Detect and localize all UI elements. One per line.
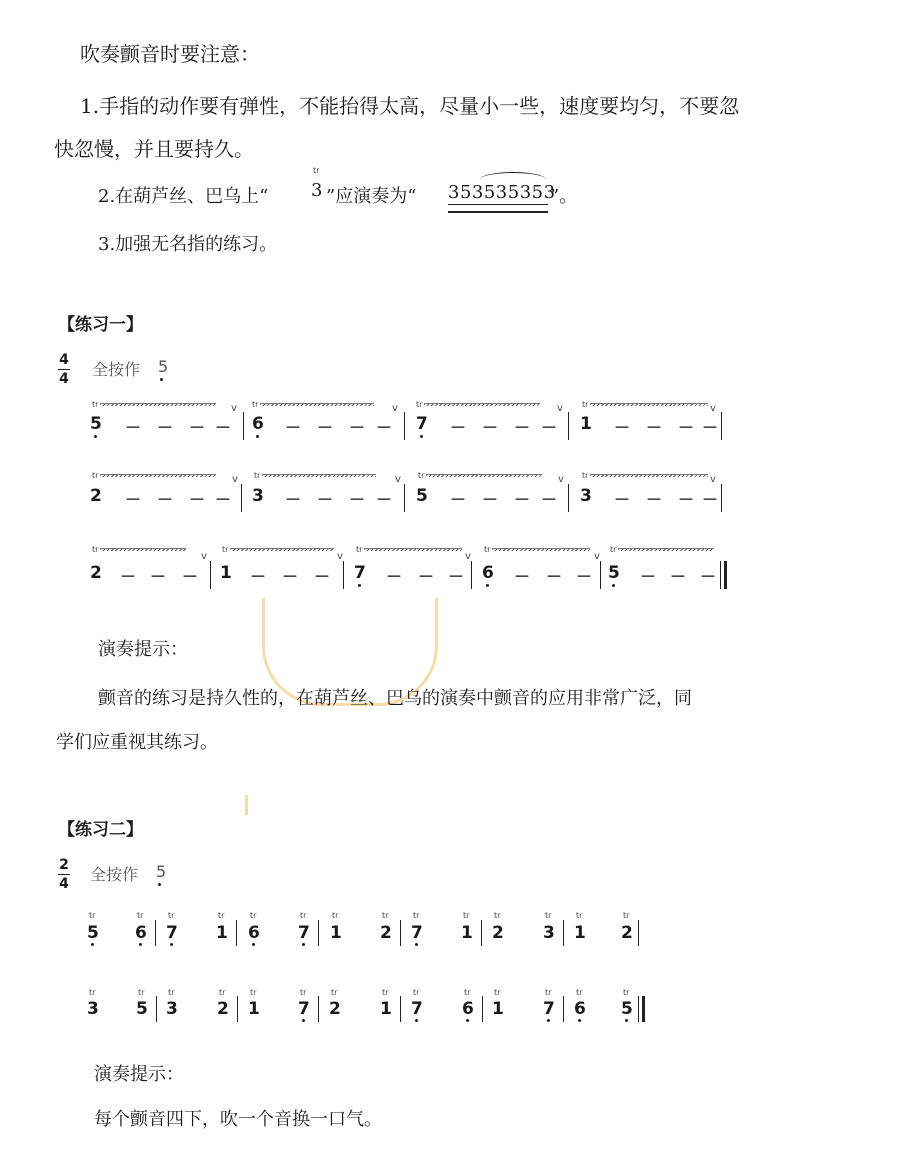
note: 2 [621, 923, 633, 943]
note: 6 [574, 999, 586, 1019]
note: 2 [380, 923, 392, 943]
dash: － [614, 490, 631, 509]
dash: － [215, 490, 232, 509]
note: 6 [462, 999, 474, 1019]
note: 5 [87, 923, 99, 943]
exercise1-tips-title: 演奏提示： [98, 639, 188, 660]
point2-middle: ”应演奏为“ [326, 186, 417, 207]
dash: － [150, 567, 167, 586]
low-octave-dot [486, 584, 489, 587]
low-octave-dot [415, 943, 418, 946]
intro-title: 吹奏颤音时要注意： [80, 42, 260, 66]
breath-mark: v [558, 474, 564, 485]
note: 6 [482, 563, 494, 583]
low-octave-dot [415, 1019, 418, 1022]
note: 3 [580, 486, 592, 506]
low-octave-dot [578, 1019, 581, 1022]
dash: － [514, 567, 531, 586]
low-octave-dot [612, 584, 615, 587]
point2-suffix: ”。 [550, 186, 578, 207]
watermark-ribbon-stroke [245, 795, 248, 815]
low-octave-dot [420, 435, 423, 438]
barline [721, 484, 722, 512]
dash: － [120, 567, 137, 586]
barline [563, 920, 564, 946]
dash: － [250, 567, 267, 586]
trill-mark: tr [138, 988, 145, 997]
dash: － [450, 418, 467, 437]
breath-mark: v [392, 403, 398, 414]
note: 1 [216, 923, 228, 943]
low-octave-dot [256, 435, 259, 438]
exercise2-fingering-note: 5 [156, 862, 167, 881]
trill-mark: tr [545, 911, 552, 920]
dash: － [678, 490, 695, 509]
exercise1-meter-bottom: 4 [59, 371, 69, 387]
trill-mark: tr [250, 988, 257, 997]
dash: － [157, 490, 174, 509]
trill-line: tr [92, 472, 216, 480]
barline [720, 561, 721, 589]
barline [482, 996, 483, 1022]
exercise1-tips-line2: 学们应重视其练习。 [56, 732, 218, 753]
point1-line2: 快忽慢，并且要持久。 [54, 137, 254, 161]
dash: － [125, 490, 142, 509]
barline [721, 412, 722, 440]
trill-mark: tr [332, 911, 339, 920]
dash: － [182, 567, 199, 586]
trill-line: tr [252, 401, 374, 409]
trill-mark: tr [623, 911, 630, 920]
trill-mark: tr [331, 988, 338, 997]
breath-mark: v [337, 551, 343, 562]
barline [404, 484, 405, 512]
breath-mark: v [395, 474, 401, 485]
barline [568, 412, 569, 440]
note: 6 [135, 923, 147, 943]
dash: － [125, 418, 142, 437]
dash: － [376, 418, 393, 437]
trill-mark: tr [545, 988, 552, 997]
trill-line: tr [416, 401, 540, 409]
trill-mark: tr [576, 988, 583, 997]
trill-line: tr [582, 401, 708, 409]
dash: － [314, 567, 331, 586]
point2-prefix: 2.在葫芦丝、巴乌上“ [98, 186, 269, 207]
final-barline [642, 996, 645, 1022]
note: 3 [166, 999, 178, 1019]
note: 2 [492, 923, 504, 943]
low-octave-dot [94, 435, 97, 438]
dash: － [482, 418, 499, 437]
barline [318, 920, 319, 946]
slur-mark [480, 172, 546, 187]
trill-mark: tr [464, 988, 471, 997]
note: 1 [461, 923, 473, 943]
dash: － [349, 490, 366, 509]
note: 1 [574, 923, 586, 943]
exercise2-meter-bottom: 4 [59, 876, 69, 892]
trill-mark: tr [168, 911, 175, 920]
trill-mark: tr [382, 988, 389, 997]
trill-mark: tr [494, 911, 501, 920]
note: 2 [217, 999, 229, 1019]
note: 1 [220, 563, 232, 583]
note: 5 [416, 486, 428, 506]
dash: － [189, 490, 206, 509]
dash: － [640, 567, 657, 586]
note: 1 [492, 999, 504, 1019]
barline [156, 996, 157, 1022]
dash: － [646, 490, 663, 509]
dash: － [514, 418, 531, 437]
point1-line1: 1.手指的动作要有弹性，不能抬得太高，尽量小一些，速度要均匀，不要忽 [80, 94, 740, 118]
dash: － [541, 490, 558, 509]
trill-line: tr [92, 546, 186, 554]
barline [568, 484, 569, 512]
low-octave-dot [158, 883, 161, 886]
low-octave-dot [358, 584, 361, 587]
breath-mark: v [231, 403, 237, 414]
trill-mark: tr [300, 988, 307, 997]
breath-mark: v [710, 403, 716, 414]
note: 3 [252, 486, 264, 506]
trill-line: tr [484, 546, 590, 554]
dash: － [541, 418, 558, 437]
breath-mark: v [557, 403, 563, 414]
dash: － [386, 567, 403, 586]
dash: － [576, 567, 593, 586]
low-octave-dot [252, 943, 255, 946]
dash: － [282, 567, 299, 586]
barline [600, 561, 601, 589]
dash: － [376, 490, 393, 509]
trill-line: tr [222, 546, 334, 554]
trill-mark: tr [413, 988, 420, 997]
breath-mark: v [710, 474, 716, 485]
barline [241, 484, 242, 512]
note: 7 [416, 414, 428, 434]
dash: － [448, 567, 465, 586]
barline [318, 996, 319, 1022]
note: 1 [580, 414, 592, 434]
dash: － [157, 418, 174, 437]
final-barline [724, 561, 727, 589]
barline [155, 920, 156, 946]
meter-line [58, 369, 70, 370]
barline [237, 996, 238, 1022]
low-octave-dot [625, 1019, 628, 1022]
point2-pattern: 353535353 [448, 182, 556, 203]
barline [400, 920, 401, 946]
low-octave-dot [91, 943, 94, 946]
barline [236, 920, 237, 946]
barline [400, 996, 401, 1022]
barline [343, 561, 344, 589]
dash: － [514, 490, 531, 509]
trill-mark: tr [623, 988, 630, 997]
note: 2 [90, 563, 102, 583]
trill-mark: tr [137, 911, 144, 920]
dash: － [317, 490, 334, 509]
trill-mark: tr [89, 988, 96, 997]
breath-mark: v [232, 474, 238, 485]
breath-mark: v [465, 551, 471, 562]
note: 2 [90, 486, 102, 506]
exercise1-fingering-label: 全按作 [92, 360, 141, 379]
low-octave-dot [466, 1019, 469, 1022]
dash: － [189, 418, 206, 437]
dash: － [670, 567, 687, 586]
dash: － [702, 418, 719, 437]
trill-line: tr [582, 472, 708, 480]
trill-mark: tr [494, 988, 501, 997]
trill-line: tr [254, 472, 376, 480]
exercise1-tips-line1: 颤音的练习是持久性的，在葫芦丝、巴乌的演奏中颤音的应用非常广泛，同 [98, 688, 692, 709]
note: 7 [166, 923, 178, 943]
trill-line: tr [610, 546, 714, 554]
exercise1-heading: 【练习一】 [58, 315, 143, 335]
trill-mark: tr [300, 911, 307, 920]
trill-line: tr [356, 546, 462, 554]
trill-mark: tr [576, 911, 583, 920]
note: 7 [411, 923, 423, 943]
trill-mark: tr [413, 911, 420, 920]
note: 1 [380, 999, 392, 1019]
barline [638, 920, 639, 946]
note: 1 [248, 999, 260, 1019]
dash: － [317, 418, 334, 437]
note: 3 [87, 999, 99, 1019]
breath-mark: v [594, 551, 600, 562]
dash: － [285, 490, 302, 509]
low-octave-dot [170, 943, 173, 946]
trill-line: tr [418, 472, 542, 480]
dash: － [700, 567, 717, 586]
low-octave-dot [302, 1019, 305, 1022]
dash: － [450, 490, 467, 509]
note: 6 [252, 414, 264, 434]
dash: － [614, 418, 631, 437]
dash: － [646, 418, 663, 437]
trill-mark: tr [218, 911, 225, 920]
barline [638, 996, 639, 1022]
breath-mark: v [201, 551, 207, 562]
trill-mark: tr [168, 988, 175, 997]
dash: － [285, 418, 302, 437]
trill-mark: tr [89, 911, 96, 920]
exercise2-meter-top: 2 [59, 857, 69, 873]
pattern-underline [448, 204, 548, 212]
note: 7 [298, 999, 310, 1019]
note: 7 [354, 563, 366, 583]
note: 5 [136, 999, 148, 1019]
barline [563, 996, 564, 1022]
note: 7 [411, 999, 423, 1019]
point2-trill-mark: tr [313, 166, 320, 175]
barline [243, 412, 244, 440]
dash: － [418, 567, 435, 586]
dash: － [678, 418, 695, 437]
exercise2-heading: 【练习二】 [58, 820, 143, 840]
barline [471, 561, 472, 589]
dash: － [215, 418, 232, 437]
trill-line: tr [92, 401, 216, 409]
low-octave-dot [547, 1019, 550, 1022]
exercise2-tips-title: 演奏提示： [94, 1064, 184, 1085]
pattern-underline-3 [448, 212, 548, 213]
exercise1-fingering-note: 5 [158, 357, 169, 376]
point3: 3.加强无名指的练习。 [98, 234, 278, 255]
dash: － [702, 490, 719, 509]
trill-mark: tr [463, 911, 470, 920]
note: 7 [543, 999, 555, 1019]
barline [210, 561, 211, 589]
point2-note: 3 [311, 180, 323, 201]
exercise1-meter-top: 4 [59, 352, 69, 368]
trill-mark: tr [382, 911, 389, 920]
trill-mark: tr [250, 911, 257, 920]
note: 6 [248, 923, 260, 943]
low-octave-dot [160, 378, 163, 381]
low-octave-dot [302, 943, 305, 946]
note: 2 [329, 999, 341, 1019]
meter-line [58, 874, 70, 875]
note: 3 [543, 923, 555, 943]
dash: － [349, 418, 366, 437]
barline [481, 920, 482, 946]
note: 5 [90, 414, 102, 434]
dash: － [482, 490, 499, 509]
note: 5 [608, 563, 620, 583]
note: 5 [621, 999, 633, 1019]
low-octave-dot [139, 943, 142, 946]
exercise2-fingering-label: 全按作 [90, 865, 139, 884]
dash: － [546, 567, 563, 586]
note: 1 [330, 923, 342, 943]
trill-mark: tr [219, 988, 226, 997]
exercise2-tips-text: 每个颤音四下，吹一个音换一口气。 [94, 1109, 382, 1130]
note: 7 [298, 923, 310, 943]
barline [404, 412, 405, 440]
